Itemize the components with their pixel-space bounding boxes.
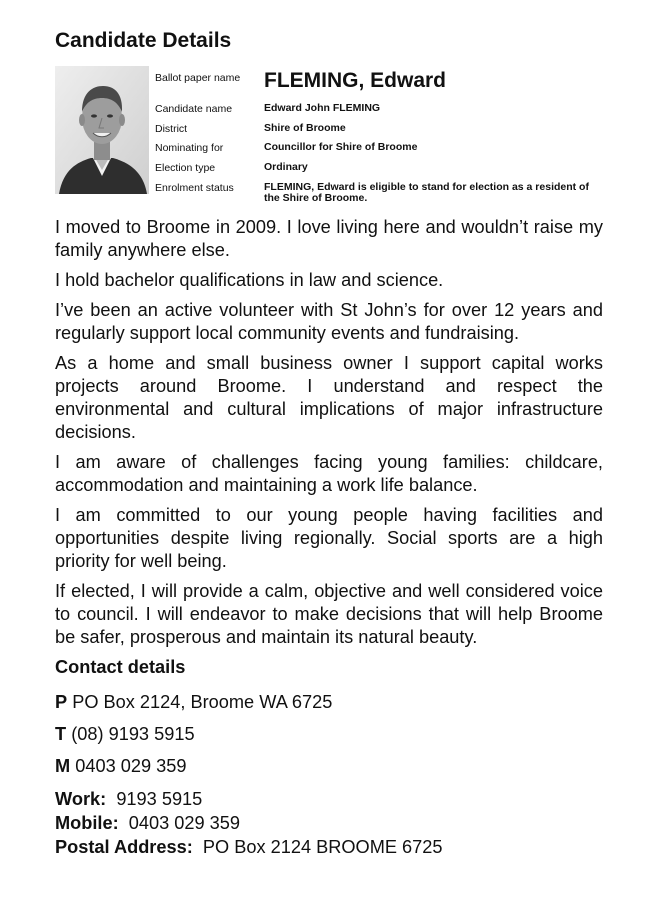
candidate-statement (55, 216, 603, 859)
contact-key: T (55, 724, 67, 744)
contact-key: Work: (55, 789, 107, 809)
detail-label: Election type (155, 162, 216, 174)
contact-value: 0403 029 359 (75, 756, 187, 776)
contact-key: Mobile: (55, 813, 119, 833)
contact-value: PO Box 2124, Broome WA 6725 (72, 692, 333, 712)
contact-mobile (55, 755, 603, 778)
statement-paragraph: If elected, I will provide a calm, objective and well considered voice to council. I will endeavor to make decisions that will help Broome be safer, prosperous and maintain its natural beauty. (55, 581, 603, 647)
contact-key: M (55, 756, 71, 776)
contact-postal-address (55, 835, 603, 859)
candidate-photo (55, 66, 149, 194)
detail-value: FLEMING, Edward is eligible to stand for election as a resident of the Shire of Broome. (264, 181, 589, 204)
detail-label: District (155, 123, 188, 135)
detail-label: Nominating for (155, 142, 224, 154)
contact-heading: Contact details (55, 657, 186, 677)
contact-postal (55, 691, 603, 714)
contact-value: PO Box 2124 BROOME 6725 (202, 837, 443, 857)
detail-value: FLEMING, Edward (264, 69, 447, 92)
statement-paragraph: I am committed to our young people having facilities and opportunities despite living regionally. Social sports are a high priority for well being. (55, 505, 603, 571)
page-title: Candidate Details (55, 29, 232, 52)
detail-label: Enrolment status (155, 182, 234, 194)
statement-paragraph: I’ve been an active volunteer with St John’s for over 12 years and regularly support local community events and fundraising. (55, 300, 603, 343)
detail-value: Councillor for Shire of Broome (264, 141, 418, 153)
contact-work (55, 787, 603, 811)
contact-key: P (55, 692, 68, 712)
contact-phone (55, 723, 603, 746)
detail-label: Ballot paper name (155, 72, 241, 84)
contact-mobile-extra (55, 811, 603, 835)
contact-value: 9193 5915 (116, 789, 203, 809)
contact-value: 0403 029 359 (128, 813, 241, 833)
additional-contacts (55, 787, 603, 859)
detail-value: Ordinary (264, 161, 308, 173)
contact-key: Postal Address: (55, 837, 193, 857)
portrait-image (55, 66, 149, 194)
statement-paragraph: I moved to Broome in 2009. I love living here and wouldn’t raise my family anywhere else. (55, 217, 603, 260)
statement-paragraph: As a home and small business owner I support capital works projects around Broome. I understand and respect the environmental and cultural implications of major infrastructure decisions. (55, 353, 603, 442)
contact-value: (08) 9193 5915 (71, 724, 195, 744)
statement-paragraph: I hold bachelor qualifications in law and science. (55, 270, 444, 290)
detail-value: Edward John FLEMING (264, 102, 381, 114)
detail-label: Candidate name (155, 103, 233, 115)
statement-paragraph: I am aware of challenges facing young families: childcare, accommodation and maintaining a work life balance. (55, 452, 603, 495)
detail-value: Shire of Broome (264, 122, 346, 134)
